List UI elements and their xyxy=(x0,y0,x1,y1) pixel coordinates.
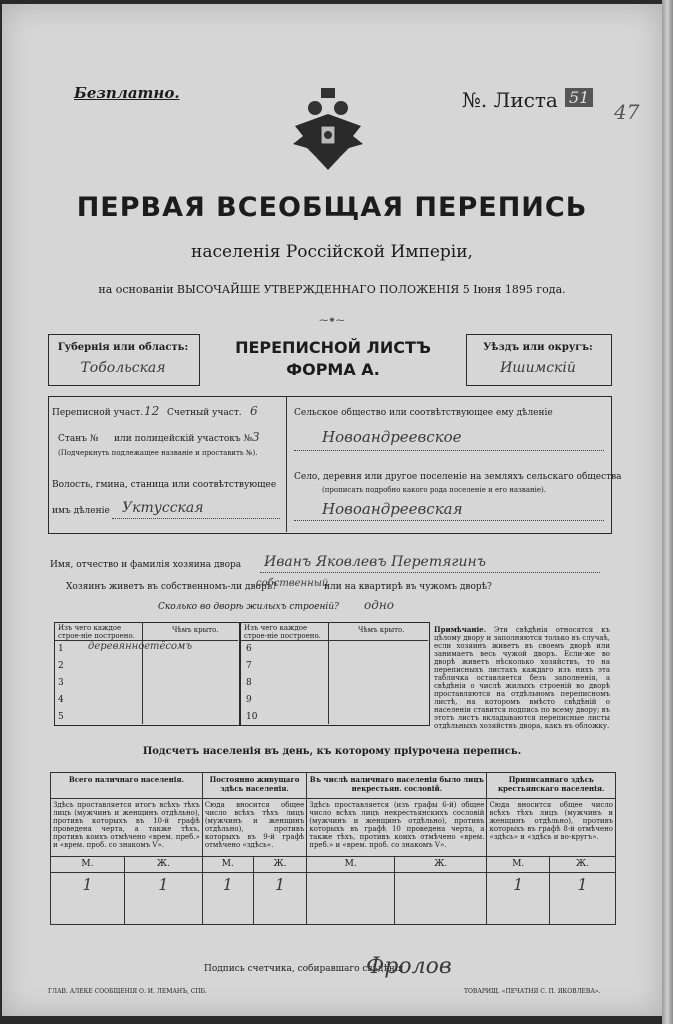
building-row-2: 2 xyxy=(58,661,64,671)
pop-col2-head: Постоянно живущаго здѣсь населенія. xyxy=(202,773,306,799)
building-row-3: 3 xyxy=(58,678,64,688)
schet-label: Счетный участ. xyxy=(167,408,242,418)
uezd-value: Ишимскій xyxy=(500,360,576,376)
counter-signature: Фролов xyxy=(366,954,452,979)
buildings-col1-head-right: Изъ чего каждое строе-ніе построено. xyxy=(244,624,321,640)
buildings-label: Сколько во дворѣ жилыхъ строеній? xyxy=(158,602,339,612)
pop-m-3: М. xyxy=(307,857,395,873)
owner-lives-value: собственный xyxy=(256,578,329,589)
corner-number: 47 xyxy=(614,100,640,124)
printer-right: ТОВАРИЩ. «ПЕЧАТНЯ С. П. ЯКОВЛЕВА». xyxy=(464,988,601,995)
schet-value: 6 xyxy=(250,404,258,418)
population-table xyxy=(50,772,616,925)
building-row-8: 8 xyxy=(246,678,252,688)
population-title: Подсчетъ населенія въ день, къ которому пріурочена перепись. xyxy=(142,746,522,757)
pop-zh-3: Ж. xyxy=(395,857,487,873)
form-type: ФОРМА А. xyxy=(286,360,380,379)
note-text: Эти свѣдѣнія относятся къ цѣлому двору и заполняются только въ случаѣ, если хозяинъ живетъ въ своемъ дворѣ или занимаетъ весь чужой дворъ. Если-же во дворѣ живетъ нѣсколько хозяйствъ, то на переписныхъ листахъ каждаго изъ нихъ эта табличка оставляется безъ заполненія, а свѣдѣнія о числѣ жилыхъ строеній во дворѣ проставляются на отдѣльномъ переписномъ листѣ, на которомъ вмѣсто свѣдѣній о населеніи ставится подпись по всему двору; въ этотъ листъ вкладываются переписные листы отдѣльныхъ хозяйствъ двора, какъ въ обложку. xyxy=(434,626,610,730)
building-row-6: 6 xyxy=(246,644,252,654)
gubernia-value: Тобольская xyxy=(80,360,166,376)
free-label: Безплатно. xyxy=(74,84,180,102)
ornament-icon: ⁓⁕⁓ xyxy=(319,316,345,326)
building-row-5: 5 xyxy=(58,712,64,722)
society-value: Новоандреевское xyxy=(322,428,462,446)
buildings-col2-head: Чѣмъ крыто. xyxy=(172,626,219,634)
stan-label: Станъ № xyxy=(58,434,99,444)
form-title: ПЕРЕПИСНОЙ ЛИСТЪ xyxy=(235,338,431,357)
pop-col2-desc: Сюда вносится общее число всѣхъ тѣхъ лицъ (мужчинъ и женщинъ отдѣльно), противъ которыхъ въ 9-й графѣ отмѣчено «здѣсь». xyxy=(202,799,306,857)
pop-value-2: 1 xyxy=(124,873,202,925)
village-value: Новоандреевская xyxy=(322,500,463,518)
pop-value-3: 1 xyxy=(202,873,253,925)
building-row-4: 4 xyxy=(58,695,64,705)
buildings-value: одно xyxy=(364,598,394,612)
sheet-label: №. Листа xyxy=(462,88,558,112)
pop-value-6 xyxy=(395,873,487,925)
building-1-material: деревянное xyxy=(88,641,151,652)
pop-m-2: М. xyxy=(202,857,253,873)
pop-value-4: 1 xyxy=(253,873,307,925)
building-row-1: 1 xyxy=(58,644,64,654)
pop-value-7: 1 xyxy=(487,873,550,925)
uchastok-label: Переписной участ. xyxy=(52,408,144,418)
uchastok-value: 12 xyxy=(144,404,160,418)
owner-name-label: Имя, отчество и фамилія хозяина двора xyxy=(50,560,242,570)
pop-col4-head: Приписаннаго здѣсь крестьянскаго населенія. xyxy=(487,773,616,799)
note-title: Примѣчаніе. xyxy=(434,625,487,634)
pop-m-1: М. xyxy=(51,857,125,873)
pop-col3-head: Въ числѣ наличнаго населенія было лицъ некрестьян. сословій. xyxy=(307,773,487,799)
building-1-roof: тёсомъ xyxy=(150,641,192,652)
village-label: Село, деревня или другое поселеніе на земляхъ сельскаго общества xyxy=(294,472,622,482)
note-block xyxy=(434,626,610,730)
pop-zh-2: Ж. xyxy=(253,857,307,873)
owner-lives-label-2: или на квартирѣ въ чужомъ дворѣ? xyxy=(324,582,492,592)
printer-left: ГЛАВ. АЛЕКЕ СООБЩЕНІЯ О. И. ЛЕМАНЪ, СПБ. xyxy=(48,988,207,995)
main-title: ПЕРВАЯ ВСЕОБЩАЯ ПЕРЕПИСЬ xyxy=(76,192,588,223)
volost-value: Уктусская xyxy=(122,500,204,516)
stan-note: (Подчеркнуть подлежащее названіе и проставить №). xyxy=(58,449,258,457)
subtitle: населенія Россійской Имперіи, xyxy=(191,242,473,262)
sheet-number: 51 xyxy=(565,88,593,107)
pop-value-8: 1 xyxy=(550,873,616,925)
building-row-7: 7 xyxy=(246,661,252,671)
pop-col1-head: Всего наличнаго населенія. xyxy=(51,773,203,799)
pop-col1-desc: Здѣсь проставляется итогъ всѣхъ тѣхъ лицъ (мужчинъ и женщинъ отдѣльно), противъ которыхъ въ 10-й графѣ проведена черта, а также тѣхъ, противъ коихъ отмѣчено «врем. преб.» и «врем. проб. со знакомъ V». xyxy=(51,799,203,857)
society-label: Сельское общество или соотвѣтствующее ему дѣленіе xyxy=(294,408,553,418)
uezd-label: Уѣздъ или округъ: xyxy=(483,342,593,353)
census-sheet xyxy=(2,4,662,1016)
page-edge xyxy=(662,0,673,1024)
building-row-10: 10 xyxy=(246,712,258,722)
basis-line: на основаніи ВЫСОЧАЙШЕ УТВЕРЖДЕННАГО ПОЛОЖЕНІЯ 5 Іюня 1895 года. xyxy=(98,283,566,296)
buildings-col1-head: Изъ чего каждое строе-ніе построено. xyxy=(58,624,135,640)
pop-m-4: М. xyxy=(487,857,550,873)
pop-zh-4: Ж. xyxy=(550,857,616,873)
pop-col4-desc: Сюда вносится общее число всѣхъ тѣхъ лицъ (мужчинъ и женщинъ отдѣльно), противъ которыхъ въ графѣ 8-й отмѣчено «здѣсь» и «здѣсь и во-кругъ». xyxy=(487,799,616,857)
police-label: или полицейскій участокъ № xyxy=(114,434,253,444)
pop-col3-desc: Здѣсь проставляется (изъ графы 6-й) общее число всѣхъ лицъ некрестьянскихъ сословій (мужчинъ и женщинъ отдѣльно), противъ которыхъ въ графѣ 10 проведена черта, а также тѣхъ, противъ коихъ отмѣчено «врем. преб.» и «врем. проб. со знакомъ V». xyxy=(307,799,487,857)
pop-zh-1: Ж. xyxy=(124,857,202,873)
police-value: 3 xyxy=(252,430,260,444)
volost-label-2: имъ дѣленіе xyxy=(52,506,110,516)
owner-name-value: Иванъ Яковлевъ Перетягинъ xyxy=(264,554,487,570)
signature-label: Подпись счетчика, собиравшаго свѣдѣнія xyxy=(204,964,404,974)
building-row-9: 9 xyxy=(246,695,252,705)
village-note: (прописать подробно какого рода поселеніе и его названіе). xyxy=(322,486,546,494)
pop-value-5 xyxy=(307,873,395,925)
double-headed-eagle-emblem xyxy=(285,86,371,172)
buildings-col2-head-right: Чѣмъ крыто. xyxy=(358,626,405,634)
pop-value-1: 1 xyxy=(51,873,125,925)
owner-lives-label: Хозяинъ живетъ въ собственномъ-ли дворѣ? xyxy=(66,582,277,592)
gubernia-label: Губернія или область: xyxy=(57,342,189,353)
volost-label: Волость, гмина, станица или соотвѣтствующее xyxy=(52,480,277,490)
